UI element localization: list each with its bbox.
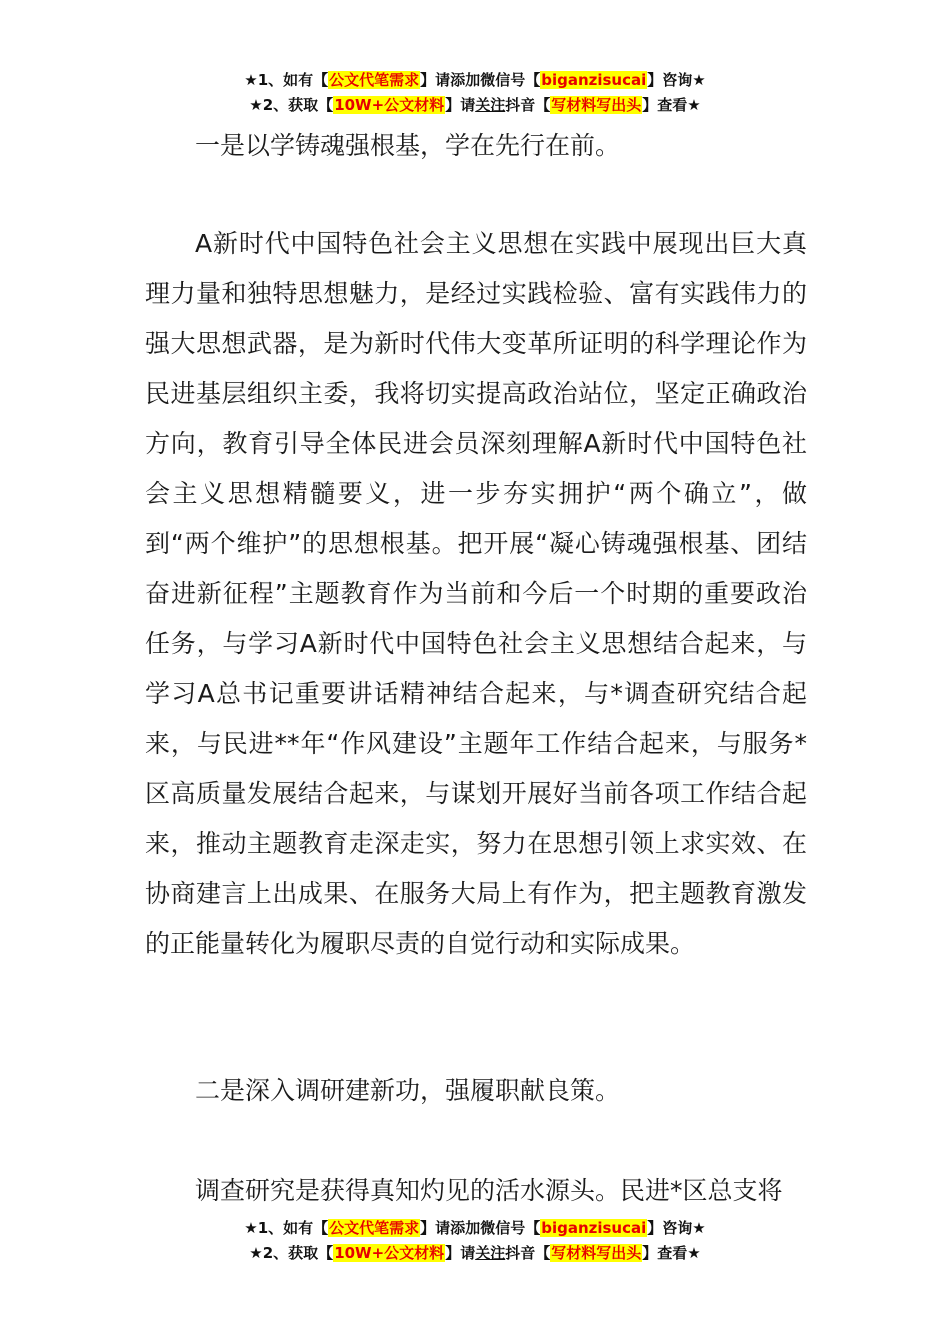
footer-ad-line-1-emph: 加 xyxy=(465,1219,481,1237)
footer-ad-line-1-mid: 】请添 xyxy=(420,1219,466,1237)
ad-line-2-mid2: 抖音【 xyxy=(505,96,551,114)
body-paragraph-1 xyxy=(145,219,807,969)
heading-2-text: 二是深入调研建新功，强履职献良策。 xyxy=(195,1076,621,1105)
ad-line-2-suffix: 】查看★ xyxy=(642,96,701,114)
section-heading-2 xyxy=(145,1066,807,1116)
ad-line-2 xyxy=(0,93,950,118)
ad-line-2-emph: 关注 xyxy=(475,96,506,114)
ad-line-1 xyxy=(0,68,950,93)
footer-ad-line-1 xyxy=(0,1216,950,1241)
ad-highlight-wechat: biganzisucai xyxy=(541,71,647,89)
ad-line-1-prefix: ★1、如有【 xyxy=(244,71,329,89)
header-ad xyxy=(0,68,950,118)
footer-ad-highlight-service: 公文代笔需求 xyxy=(329,1219,420,1237)
paragraph-1-text: A新时代中国特色社会主义思想在实践中展现出巨大真理力量和独特思想魅力，是经过实践检验、富有实践伟力的强大思想武器，是为新时代伟大变革所证明的科学理论作为民进基层组织主委，我将切实提高政治站位，坚定正确政治方向，教育引导全体民进会员深刻理解A新时代中国特色社会主义思想精髓要义，进一步夯实拥护“两个确立”，做到“两个维护”的思想根基。把开展“凝心铸魂强根基、团结奋进新征程”主题教育作为当前和今后一个时期的重要政治任务，与学习A新时代中国特色社会主义思想结合起来，与学习A总书记重要讲话精神结合起来，与*调查研究结合起来，与民进**年“作风建设”主题年工作结合起来，与服务*区高质量发展结合起来，与谋划开展好当前各项工作结合起来，推动主题教育走深走实，努力在思想引领上求实效、在协商建言上出成果、在服务大局上有作为，把主题教育激发的正能量转化为履职尽责的自觉行动和实际成果。 xyxy=(145,229,807,958)
footer-ad-line-2-mid2: 抖音【 xyxy=(505,1244,551,1262)
ad-line-2-mid: 】请 xyxy=(445,96,476,114)
footer-ad xyxy=(0,1216,950,1266)
footer-ad-highlight-wechat: biganzisucai xyxy=(541,1219,647,1237)
footer-ad-line-1-mid2: 微信号【 xyxy=(480,1219,541,1237)
body-paragraph-2 xyxy=(145,1166,807,1214)
section-heading-1 xyxy=(145,121,807,171)
ad-line-1-emph: 加 xyxy=(465,71,481,89)
ad-highlight-service: 公文代笔需求 xyxy=(329,71,420,89)
footer-ad-line-2-suffix: 】查看★ xyxy=(642,1244,701,1262)
ad-line-2-prefix: ★2、获取【 xyxy=(249,96,334,114)
ad-highlight-materials: 10W+公文材料 xyxy=(334,96,445,114)
footer-ad-line-2 xyxy=(0,1241,950,1266)
ad-line-1-mid2: 微信号【 xyxy=(480,71,541,89)
paragraph-2-text: 调查研究是获得真知灼见的活水源头。民进*区总支将 xyxy=(195,1176,783,1205)
ad-highlight-douyin: 写材料写出头 xyxy=(551,96,642,114)
footer-ad-line-1-suffix: 】咨询★ xyxy=(647,1219,706,1237)
ad-line-1-suffix: 】咨询★ xyxy=(647,71,706,89)
heading-1-text: 一是以学铸魂强根基，学在先行在前。 xyxy=(195,131,621,160)
footer-ad-line-2-emph: 关注 xyxy=(475,1244,506,1262)
footer-ad-highlight-materials: 10W+公文材料 xyxy=(334,1244,445,1262)
ad-line-1-mid: 】请添 xyxy=(420,71,466,89)
footer-ad-line-1-prefix: ★1、如有【 xyxy=(244,1219,329,1237)
footer-ad-line-2-prefix: ★2、获取【 xyxy=(249,1244,334,1262)
footer-ad-highlight-douyin: 写材料写出头 xyxy=(551,1244,642,1262)
footer-ad-line-2-mid: 】请 xyxy=(445,1244,476,1262)
